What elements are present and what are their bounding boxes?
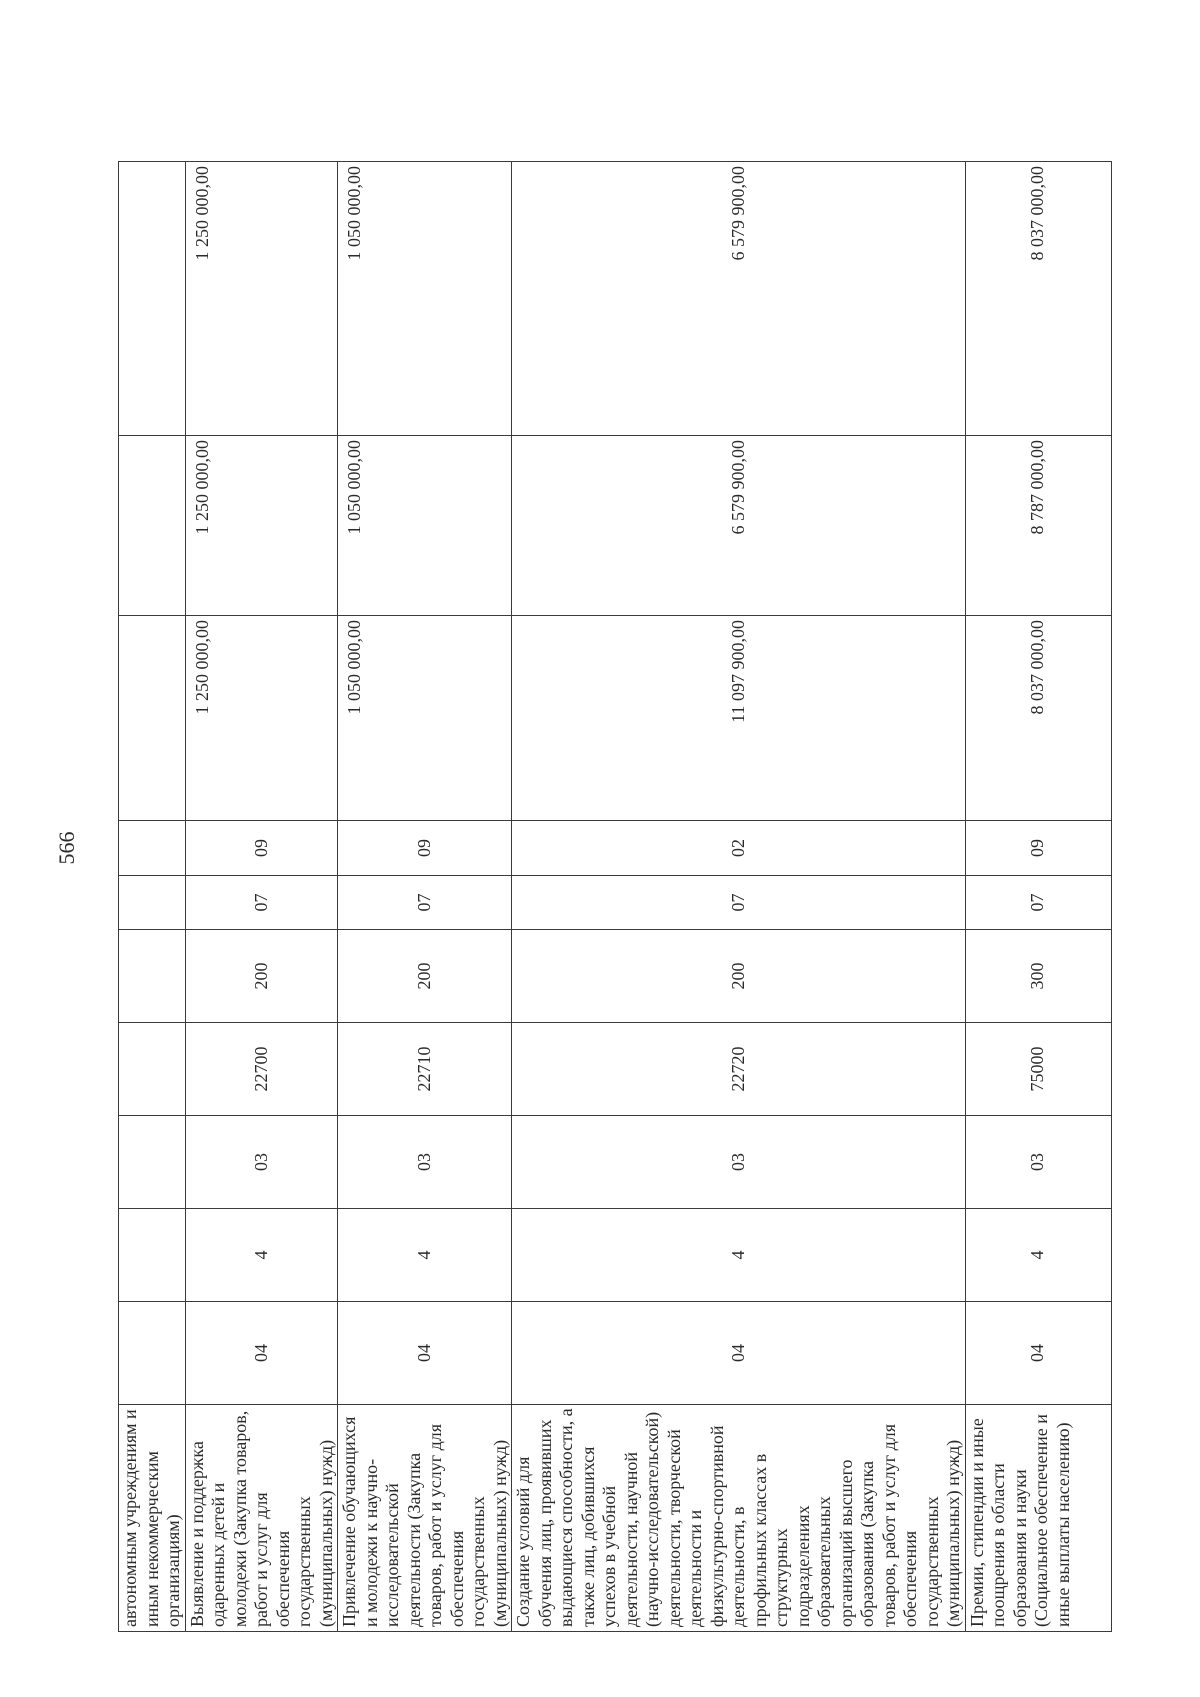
- amount-value: 6 579 900,00: [727, 166, 748, 261]
- row-description: Выявление и поддержка одаренных детей и молодежи (Закупка товаров, работ и услуг для обеспечения государственных (муниципальных) нужд): [185, 1405, 338, 1632]
- cell-code-2: 4: [512, 1209, 966, 1302]
- cell-amount-2: [965, 436, 1111, 616]
- cell-code-6: [119, 876, 186, 930]
- amount-value: 1 050 000,00: [344, 166, 364, 261]
- amount-value: 8 037 000,00: [1027, 166, 1048, 261]
- cell-code-6: 07: [185, 876, 338, 930]
- page-number: 566: [54, 831, 79, 865]
- cell-amount-3: [338, 162, 512, 436]
- cell-amount-2: [119, 436, 186, 616]
- amount-value: 1 250 000,00: [191, 166, 212, 261]
- cell-code-3: [119, 1116, 186, 1209]
- cell-code-7: [119, 821, 186, 876]
- cell-code-1: 04: [185, 1302, 338, 1405]
- amount-value: 1 050 000,00: [344, 440, 364, 535]
- rotated-page: [0, 156, 1200, 1697]
- row-description: автономным учреждениям и иным некоммерческим организациям): [119, 1405, 186, 1632]
- cell-code-3: 03: [512, 1116, 966, 1209]
- cell-amount-1: [512, 616, 966, 821]
- cell-amount-3: [965, 162, 1111, 436]
- cell-code-4: 22710: [338, 1023, 512, 1116]
- cell-code-7: 09: [338, 821, 512, 876]
- amount-value: 8 787 000,00: [1027, 440, 1048, 535]
- cell-code-6: 07: [512, 876, 966, 930]
- cell-code-1: 04: [512, 1302, 966, 1405]
- cell-amount-1: [119, 616, 186, 821]
- cell-amount-3: [512, 162, 966, 436]
- table-row: [185, 162, 338, 1632]
- cell-code-2: [119, 1209, 186, 1302]
- cell-code-2: 4: [185, 1209, 338, 1302]
- budget-table: [118, 161, 1112, 1632]
- cell-code-3: 03: [338, 1116, 512, 1209]
- cell-amount-1: [185, 616, 338, 821]
- cell-code-1: 04: [338, 1302, 512, 1405]
- cell-code-5: 300: [965, 930, 1111, 1023]
- cell-amount-2: [185, 436, 338, 616]
- cell-code-3: 03: [965, 1116, 1111, 1209]
- cell-code-4: 22700: [185, 1023, 338, 1116]
- amount-value: 8 037 000,00: [1027, 620, 1048, 715]
- table-row: [512, 162, 966, 1632]
- cell-code-2: 4: [338, 1209, 512, 1302]
- cell-code-2: 4: [965, 1209, 1111, 1302]
- row-description: Привлечение обучающихся и молодежи к научно-исследовательской деятельности (Закупка товаров, работ и услуг для обеспечения государственных (муниципальных) нужд): [338, 1405, 512, 1632]
- cell-amount-1: [965, 616, 1111, 821]
- amount-value: 1 050 000,00: [344, 620, 364, 715]
- cell-amount-2: [338, 436, 512, 616]
- cell-amount-2: [512, 436, 966, 616]
- cell-code-5: 200: [512, 930, 966, 1023]
- cell-code-7: 09: [965, 821, 1111, 876]
- table-row: [119, 162, 186, 1632]
- amount-value: 1 250 000,00: [191, 440, 212, 535]
- cell-code-5: 200: [338, 930, 512, 1023]
- cell-code-6: 07: [338, 876, 512, 930]
- amount-value: 1 250 000,00: [191, 620, 212, 715]
- cell-code-7: 09: [185, 821, 338, 876]
- amount-value: 6 579 900,00: [727, 440, 748, 535]
- row-description: Премии, стипендии и иные поощрения в области образования и науки (Социальное обеспечение и иные выплаты населению): [965, 1405, 1111, 1632]
- cell-code-5: 200: [185, 930, 338, 1023]
- cell-code-7: 02: [512, 821, 966, 876]
- cell-amount-3: [119, 162, 186, 436]
- row-description: Создание условий для обучения лиц, проявивших выдающиеся способности, а также лиц, добившихся успехов в учебной деятельности, научной (научно-исследовательской) деятельности, творческой деятельности и физкультурно-спортивной деятельности, в профильных классах в структурных подразделениях образовательных организаций высшего образования (Закупка товаров, работ и услуг для обеспечения государственных (муниципальных) нужд): [512, 1405, 966, 1632]
- amount-value: 11 097 900,00: [727, 620, 748, 723]
- cell-code-4: 75000: [965, 1023, 1111, 1116]
- cell-code-5: [119, 930, 186, 1023]
- cell-code-6: 07: [965, 876, 1111, 930]
- cell-code-4: 22720: [512, 1023, 966, 1116]
- cell-amount-3: [185, 162, 338, 436]
- table-row: [965, 162, 1111, 1632]
- cell-code-1: [119, 1302, 186, 1405]
- cell-code-4: [119, 1023, 186, 1116]
- cell-code-1: 04: [965, 1302, 1111, 1405]
- table-row: [338, 162, 512, 1632]
- cell-amount-1: [338, 616, 512, 821]
- cell-code-3: 03: [185, 1116, 338, 1209]
